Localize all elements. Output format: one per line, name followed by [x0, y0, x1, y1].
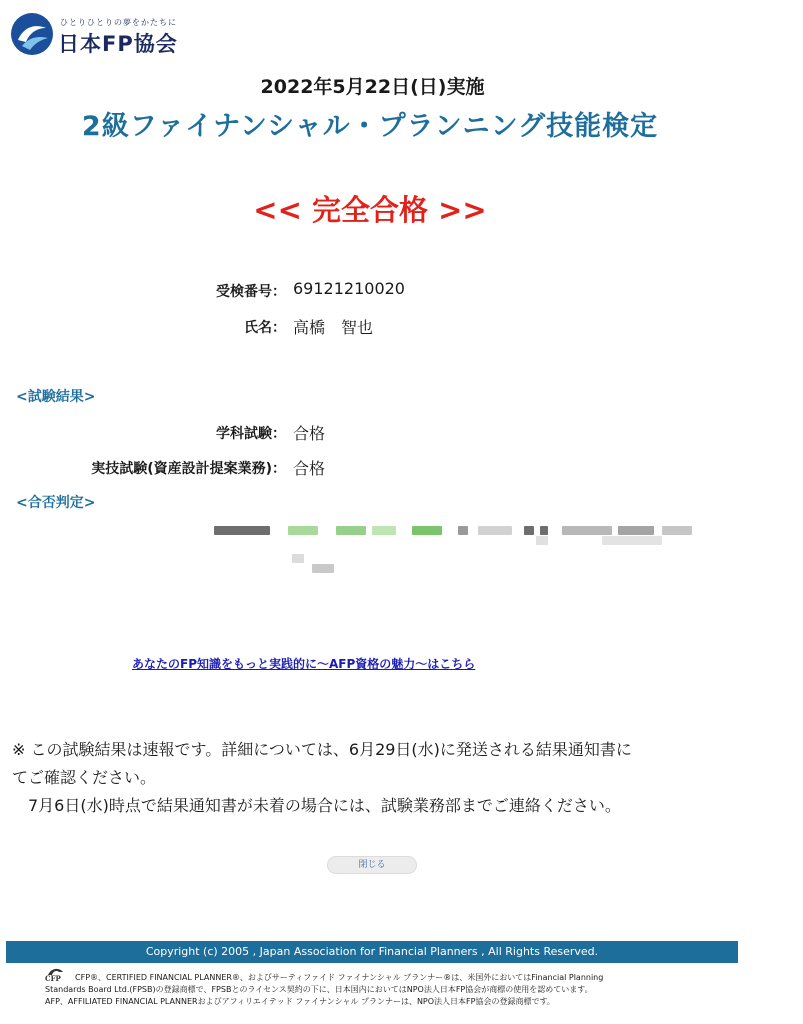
judgement-section-heading: <合否判定> — [16, 495, 96, 511]
practical-exam-result: 合格 — [293, 459, 326, 478]
afp-info-link[interactable]: あなたのFP知識をもっと実践的に～AFP資格の魅力～はこちら — [132, 657, 476, 671]
practical-exam-label: 実技試験(資産設計提案業務)： — [91, 461, 286, 477]
note-line-1: ※ この試験結果は速報です。詳細については、6月29日(水)に発送される結果通知書に — [12, 740, 632, 759]
trademark-line-3: AFP、AFFILIATED FINANCIAL PLANNERおよびアフィリエイテッド ファイナンシャル プランナーは、NPO法人日本FP協会の登録商標です。 — [45, 997, 555, 1006]
svg-text:CFP: CFP — [45, 974, 61, 982]
redacted-judgement-text — [212, 518, 702, 578]
jafp-logo-icon — [10, 12, 54, 56]
footer-copyright: Copyright (c) 2005 , Japan Association for Financial Planners , All Rights Reserved. — [6, 941, 738, 963]
written-exam-result: 合格 — [293, 424, 326, 443]
results-section-heading: <試験結果> — [16, 389, 96, 405]
cfp-logo-icon — [45, 966, 73, 982]
exam-title: 2級ファイナンシャル・プランニング技能検定 — [81, 111, 659, 142]
candidate-name-label: 氏名： — [244, 320, 286, 336]
logo-name: 日本FP協会 — [58, 32, 178, 56]
written-exam-label: 学科試験： — [216, 426, 286, 442]
candidate-number-label: 受検番号： — [216, 284, 286, 300]
candidate-number: 69121210020 — [293, 279, 405, 298]
note-line-3: 7月6日(水)時点で結果通知書が未着の場合には、試験業務部までご連絡ください。 — [12, 796, 621, 815]
close-button[interactable]: 閉じる — [327, 856, 417, 874]
note-line-2: てご確認ください。 — [12, 768, 157, 787]
candidate-name: 高橋 智也 — [293, 318, 374, 337]
result-banner: << 完全合格 >> — [253, 193, 487, 227]
trademark-line-2: Standards Board Ltd.(FPSB)の登録商標で、FPSBとのライセンス契約の下に、日本国内においてはNPO法人日本FP協会が商標の使用を認めています。 — [45, 985, 593, 994]
logo-tagline: ひとりひとりの夢をかたちに — [60, 18, 177, 27]
exam-date: 2022年5月22日(日)実施 — [260, 76, 485, 98]
trademark-line-1: CFP®、CERTIFIED FINANCIAL PLANNER®、およびサーティファイド ファイナンシャル プランナー®は、米国外においてはFinancial Planning — [75, 973, 604, 982]
